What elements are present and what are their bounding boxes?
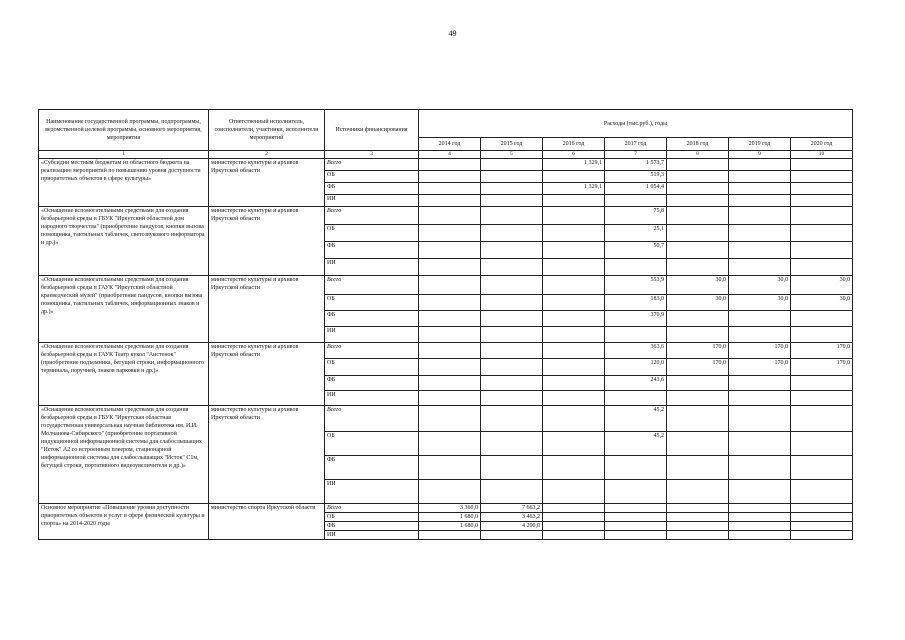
value-cell bbox=[543, 242, 605, 259]
value-cell bbox=[481, 480, 543, 504]
value-cell bbox=[419, 456, 481, 480]
value-cell bbox=[667, 391, 729, 406]
value-cell bbox=[729, 171, 791, 183]
column-number: 9 bbox=[729, 151, 791, 159]
value-cell bbox=[543, 406, 605, 432]
value-cell bbox=[481, 225, 543, 242]
funding-source-cell: ОБ bbox=[325, 225, 419, 242]
value-cell bbox=[481, 406, 543, 432]
value-cell bbox=[667, 159, 729, 171]
value-cell bbox=[543, 295, 605, 311]
value-cell bbox=[543, 456, 605, 480]
value-cell: 30,0 bbox=[791, 295, 853, 311]
funding-source-cell: ОБ bbox=[325, 432, 419, 456]
value-cell bbox=[667, 531, 729, 540]
value-cell bbox=[667, 195, 729, 207]
value-cell bbox=[481, 391, 543, 406]
value-cell bbox=[605, 522, 667, 531]
table-row bbox=[39, 276, 853, 295]
value-cell: 120,0 bbox=[605, 359, 667, 376]
value-cell bbox=[667, 406, 729, 432]
column-number: 2 bbox=[209, 151, 325, 159]
value-cell bbox=[729, 207, 791, 225]
value-cell bbox=[419, 225, 481, 242]
value-cell bbox=[667, 432, 729, 456]
value-cell bbox=[481, 242, 543, 259]
value-cell bbox=[481, 311, 543, 327]
value-cell: 30,0 bbox=[729, 295, 791, 311]
value-cell: 75,8 bbox=[605, 207, 667, 225]
year-header: 2017 год bbox=[605, 138, 667, 151]
value-cell bbox=[543, 343, 605, 359]
year-header: 2019 год bbox=[729, 138, 791, 151]
value-cell bbox=[791, 513, 853, 522]
value-cell bbox=[667, 522, 729, 531]
column-number: 3 bbox=[325, 151, 419, 159]
value-cell: 3 360,0 bbox=[419, 504, 481, 513]
value-cell bbox=[791, 531, 853, 540]
funding-source-cell: ФБ bbox=[325, 183, 419, 195]
table-row bbox=[39, 159, 853, 171]
value-cell bbox=[605, 531, 667, 540]
value-cell: 183,0 bbox=[605, 295, 667, 311]
value-cell bbox=[791, 327, 853, 343]
funding-source-cell: Всего bbox=[325, 159, 419, 171]
column-header-source: Источники финансирования bbox=[325, 110, 419, 151]
value-cell bbox=[419, 159, 481, 171]
value-cell bbox=[791, 159, 853, 171]
value-cell: 170,0 bbox=[667, 359, 729, 376]
value-cell: 45,2 bbox=[605, 432, 667, 456]
year-header: 2018 год bbox=[667, 138, 729, 151]
column-header-responsible: Ответственный исполнитель, соисполнители, участники, исполнители мероприятий bbox=[209, 110, 325, 151]
funding-source-cell: Всего bbox=[325, 406, 419, 432]
value-cell bbox=[481, 171, 543, 183]
value-cell bbox=[729, 183, 791, 195]
value-cell: 30,0 bbox=[667, 276, 729, 295]
value-cell bbox=[419, 391, 481, 406]
column-number: 7 bbox=[605, 151, 667, 159]
value-cell bbox=[667, 242, 729, 259]
value-cell: 1 680,0 bbox=[419, 513, 481, 522]
table-row bbox=[39, 406, 853, 432]
value-cell bbox=[791, 225, 853, 242]
value-cell bbox=[729, 225, 791, 242]
value-cell bbox=[481, 195, 543, 207]
value-cell bbox=[419, 432, 481, 456]
value-cell bbox=[729, 406, 791, 432]
funding-source-cell: ИИ bbox=[325, 195, 419, 207]
value-cell bbox=[791, 195, 853, 207]
value-cell bbox=[543, 391, 605, 406]
value-cell: 30,0 bbox=[667, 295, 729, 311]
value-cell bbox=[729, 432, 791, 456]
funding-source-cell: ФБ bbox=[325, 522, 419, 531]
responsible-cell: министерство культуры и архивов Иркутской области bbox=[209, 406, 325, 504]
value-cell bbox=[419, 359, 481, 376]
value-cell bbox=[481, 531, 543, 540]
column-number: 8 bbox=[667, 151, 729, 159]
value-cell bbox=[419, 531, 481, 540]
column-header-costs: Расходы (тыс.руб.), годы bbox=[419, 110, 853, 138]
value-cell bbox=[791, 432, 853, 456]
table-row bbox=[39, 343, 853, 359]
value-cell: 170,0 bbox=[729, 359, 791, 376]
funding-source-cell: ИИ bbox=[325, 480, 419, 504]
value-cell bbox=[419, 242, 481, 259]
value-cell bbox=[481, 432, 543, 456]
activity-name-cell: Основное мероприятие «Повышение уровня доступности приоритетных объектов и услуг в сфере физической культуры и спорта» на 2014-2020 годы bbox=[39, 504, 209, 540]
value-cell bbox=[605, 504, 667, 513]
value-cell bbox=[667, 376, 729, 391]
value-cell bbox=[729, 522, 791, 531]
value-cell bbox=[543, 207, 605, 225]
value-cell bbox=[543, 276, 605, 295]
value-cell bbox=[481, 456, 543, 480]
value-cell bbox=[419, 343, 481, 359]
column-header-name: Наименование государственной программы, подпрограммы, ведомственной целевой программы, основного мероприятия, мероприятия bbox=[39, 110, 209, 151]
value-cell bbox=[729, 504, 791, 513]
value-cell: 4 200,0 bbox=[481, 522, 543, 531]
funding-source-cell: ОБ bbox=[325, 295, 419, 311]
value-cell bbox=[791, 376, 853, 391]
value-cell bbox=[481, 159, 543, 171]
value-cell: 363,6 bbox=[605, 343, 667, 359]
value-cell: 519,3 bbox=[605, 171, 667, 183]
value-cell bbox=[667, 513, 729, 522]
activity-name-cell: «Оснащение вспомогательными средствами для создания безбарьерной среды в ГАУК "Иркутский областной краеведческий музей" (приобретение пандусов, кнопки вызова помощника, тактильных табличек, информационных знаков и др.)» bbox=[39, 276, 209, 343]
value-cell bbox=[481, 359, 543, 376]
responsible-cell: министерство спорта Иркутской области bbox=[209, 504, 325, 540]
value-cell bbox=[667, 225, 729, 242]
value-cell bbox=[729, 376, 791, 391]
value-cell bbox=[543, 504, 605, 513]
value-cell: 243,6 bbox=[605, 376, 667, 391]
value-cell bbox=[419, 295, 481, 311]
value-cell bbox=[791, 242, 853, 259]
column-number: 6 bbox=[543, 151, 605, 159]
funding-source-cell: Всего bbox=[325, 207, 419, 225]
value-cell bbox=[729, 480, 791, 504]
value-cell bbox=[605, 391, 667, 406]
funding-source-cell: ОБ bbox=[325, 359, 419, 376]
value-cell bbox=[605, 195, 667, 207]
value-cell: 30,0 bbox=[791, 276, 853, 295]
value-cell: 170,0 bbox=[729, 343, 791, 359]
value-cell bbox=[791, 406, 853, 432]
value-cell bbox=[481, 259, 543, 276]
value-cell bbox=[419, 327, 481, 343]
funding-source-cell: Всего bbox=[325, 276, 419, 295]
value-cell: 370,9 bbox=[605, 311, 667, 327]
value-cell bbox=[481, 207, 543, 225]
responsible-cell: министерство культуры и архивов Иркутской области bbox=[209, 159, 325, 207]
value-cell bbox=[729, 327, 791, 343]
value-cell: 170,0 bbox=[667, 343, 729, 359]
value-cell bbox=[729, 311, 791, 327]
value-cell bbox=[791, 480, 853, 504]
activity-name-cell: «Оснащение вспомогательными средствами для создания безбарьерной среды в ГБУК "Иркутский областной дом народного творчества" (приобретение пандусов, кнопки вызова помощника, тактильных табличек, светозвукового информатора и др.)» bbox=[39, 207, 209, 276]
funding-source-cell: Всего bbox=[325, 343, 419, 359]
value-cell bbox=[667, 207, 729, 225]
value-cell bbox=[543, 531, 605, 540]
value-cell bbox=[419, 276, 481, 295]
column-number: 10 bbox=[791, 151, 853, 159]
responsible-cell: министерство культуры и архивов Иркутской области bbox=[209, 343, 325, 406]
value-cell bbox=[481, 295, 543, 311]
funding-source-cell: ФБ bbox=[325, 311, 419, 327]
value-cell bbox=[791, 456, 853, 480]
value-cell bbox=[419, 311, 481, 327]
funding-source-cell: ИИ bbox=[325, 391, 419, 406]
value-cell bbox=[543, 359, 605, 376]
value-cell bbox=[605, 327, 667, 343]
funding-source-cell: ИИ bbox=[325, 259, 419, 276]
value-cell bbox=[729, 259, 791, 276]
value-cell: 30,0 bbox=[729, 276, 791, 295]
expenditure-table bbox=[38, 109, 853, 540]
value-cell bbox=[791, 183, 853, 195]
year-header: 2016 год bbox=[543, 138, 605, 151]
value-cell bbox=[481, 327, 543, 343]
value-cell bbox=[667, 171, 729, 183]
value-cell bbox=[791, 522, 853, 531]
value-cell bbox=[667, 259, 729, 276]
table-row bbox=[39, 207, 853, 225]
value-cell bbox=[543, 513, 605, 522]
value-cell bbox=[791, 171, 853, 183]
funding-source-cell: ИИ bbox=[325, 531, 419, 540]
value-cell: 50,7 bbox=[605, 242, 667, 259]
value-cell bbox=[667, 504, 729, 513]
value-cell: 1 329,1 bbox=[543, 183, 605, 195]
value-cell bbox=[419, 259, 481, 276]
column-number: 5 bbox=[481, 151, 543, 159]
value-cell bbox=[729, 242, 791, 259]
activity-name-cell: «Оснащение вспомогательными средствами для создания безбарьерной среды в ГБУК "Иркутская областная государственная универсальная научная библиотека им. И.И. Молчанова-Сибирского" (приобретение портативной индукционной информационной системы для слабослышащих "Исток" А2 со встроенным плеером, стационарной информационной системы для слабослышащих "Исток" С1м, бегущей строки, портативного видеоувеличителя и др.)» bbox=[39, 406, 209, 504]
value-cell bbox=[605, 513, 667, 522]
value-cell bbox=[543, 480, 605, 504]
funding-source-cell: ФБ bbox=[325, 376, 419, 391]
value-cell: 170,0 bbox=[791, 343, 853, 359]
funding-source-cell: ИИ bbox=[325, 327, 419, 343]
funding-source-cell: ОБ bbox=[325, 171, 419, 183]
value-cell: 1 573,7 bbox=[605, 159, 667, 171]
value-cell bbox=[419, 480, 481, 504]
funding-source-cell: ФБ bbox=[325, 456, 419, 480]
value-cell bbox=[543, 195, 605, 207]
activity-name-cell: «Оснащение вспомогательными средствами для создания безбарьерной среды в ГАУК Театр кукол "Аистенок"(приобретение подъемника, бегущей строки, информационного терминала, поручней, знаков парковки и др.)» bbox=[39, 343, 209, 406]
value-cell bbox=[543, 171, 605, 183]
value-cell bbox=[481, 183, 543, 195]
value-cell: 1 680,0 bbox=[419, 522, 481, 531]
value-cell bbox=[667, 480, 729, 504]
value-cell bbox=[419, 195, 481, 207]
value-cell bbox=[605, 480, 667, 504]
value-cell: 3 463,2 bbox=[481, 513, 543, 522]
funding-source-cell: Всего bbox=[325, 504, 419, 513]
value-cell bbox=[729, 513, 791, 522]
value-cell bbox=[543, 259, 605, 276]
value-cell bbox=[729, 391, 791, 406]
value-cell bbox=[543, 376, 605, 391]
value-cell: 170,0 bbox=[791, 359, 853, 376]
value-cell bbox=[791, 391, 853, 406]
value-cell bbox=[605, 456, 667, 480]
year-header: 2020 год bbox=[791, 138, 853, 151]
funding-source-cell: ОБ bbox=[325, 513, 419, 522]
value-cell bbox=[667, 327, 729, 343]
funding-source-cell: ФБ bbox=[325, 242, 419, 259]
value-cell bbox=[729, 159, 791, 171]
value-cell bbox=[791, 207, 853, 225]
table-body bbox=[39, 159, 853, 540]
responsible-cell: министерство культуры и архивов Иркутской области bbox=[209, 276, 325, 343]
value-cell bbox=[419, 183, 481, 195]
value-cell bbox=[543, 522, 605, 531]
activity-name-cell: «Субсидии местным бюджетам из областного бюджета на реализацию мероприятий по повышению уровня доступности приоритетных объектов в сфере культуры» bbox=[39, 159, 209, 207]
value-cell bbox=[543, 327, 605, 343]
year-header: 2014 год bbox=[419, 138, 481, 151]
value-cell bbox=[605, 259, 667, 276]
column-number: 1 bbox=[39, 151, 209, 159]
value-cell bbox=[481, 376, 543, 391]
value-cell bbox=[419, 406, 481, 432]
page-number: 49 bbox=[448, 29, 457, 38]
value-cell: 25,1 bbox=[605, 225, 667, 242]
value-cell: 553,9 bbox=[605, 276, 667, 295]
value-cell bbox=[729, 456, 791, 480]
value-cell bbox=[667, 456, 729, 480]
value-cell bbox=[729, 531, 791, 540]
value-cell: 1 329,1 bbox=[543, 159, 605, 171]
value-cell bbox=[791, 311, 853, 327]
value-cell bbox=[543, 432, 605, 456]
value-cell bbox=[791, 504, 853, 513]
value-cell bbox=[419, 376, 481, 391]
value-cell bbox=[729, 195, 791, 207]
value-cell: 7 663,2 bbox=[481, 504, 543, 513]
value-cell bbox=[419, 207, 481, 225]
year-header: 2015 год bbox=[481, 138, 543, 151]
value-cell bbox=[667, 311, 729, 327]
column-number: 4 bbox=[419, 151, 481, 159]
value-cell bbox=[481, 343, 543, 359]
value-cell bbox=[419, 171, 481, 183]
table-row bbox=[39, 504, 853, 513]
value-cell bbox=[667, 183, 729, 195]
value-cell bbox=[481, 276, 543, 295]
value-cell bbox=[543, 311, 605, 327]
value-cell: 1 054,4 bbox=[605, 183, 667, 195]
value-cell: 45,2 bbox=[605, 406, 667, 432]
value-cell bbox=[543, 225, 605, 242]
value-cell bbox=[791, 259, 853, 276]
responsible-cell: министерство культуры и архивов Иркутской области bbox=[209, 207, 325, 276]
